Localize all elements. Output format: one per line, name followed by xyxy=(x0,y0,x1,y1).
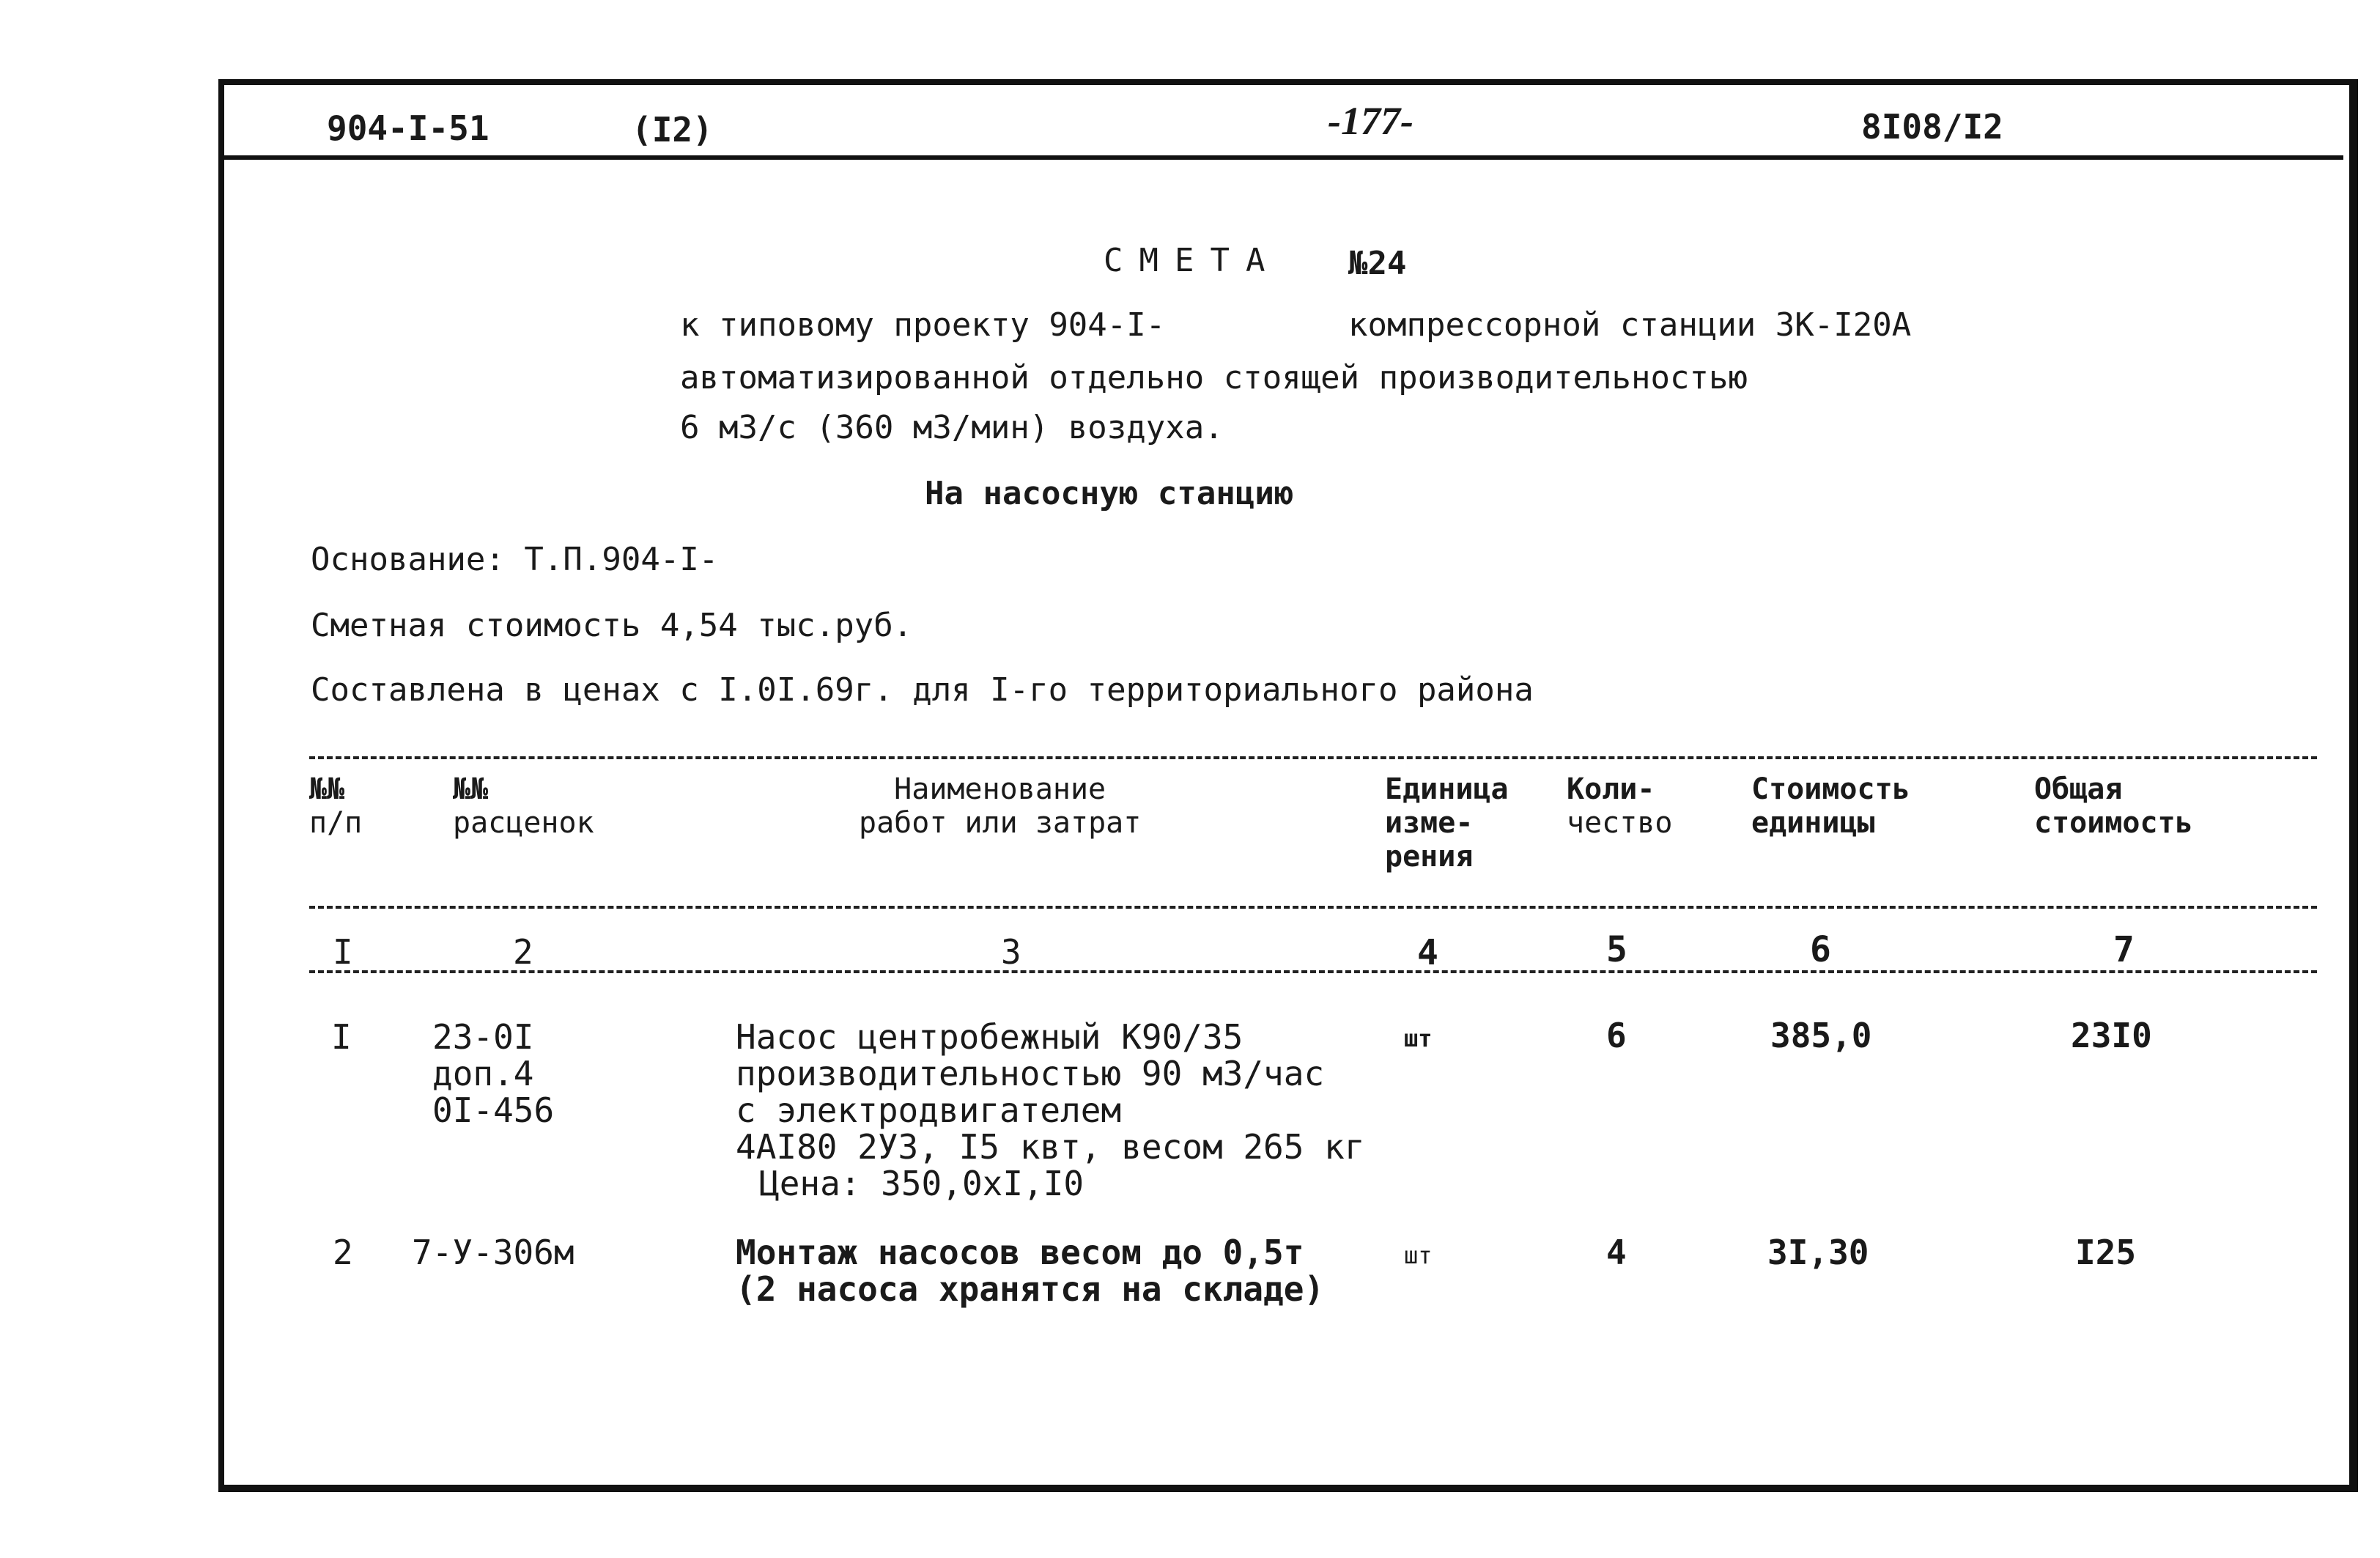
table-rule-numbers xyxy=(309,970,2317,973)
rate-code: 23-0I доп.4 0I-456 xyxy=(432,1017,555,1130)
quantity: 4 xyxy=(1606,1233,1627,1272)
unit: шт xyxy=(1404,1024,1433,1052)
page-number: -177- xyxy=(1328,99,1413,143)
item-description: Насос центробежный К90/35 производительностью 90 м3/час с электродвигателем 4АI80 2У3, I5 квт, весом 265 кг xyxy=(736,1017,1365,1167)
table-rule-top xyxy=(309,756,2317,759)
unit-cost: 385,0 xyxy=(1770,1016,1872,1055)
quantity: 6 xyxy=(1606,1016,1627,1055)
total-cost: I25 xyxy=(2075,1233,2137,1272)
col-header-2: №№ расценок xyxy=(453,772,594,840)
subject-line-1a: к типовому проекту 904-I- xyxy=(680,306,1166,344)
item-description: Монтаж насосов весом до 0,5т (2 насоса хранятся на складе) xyxy=(736,1233,1325,1309)
document-id: 8I08/I2 xyxy=(1861,107,2003,147)
row-number: 2 xyxy=(333,1233,353,1272)
col-number-1: I xyxy=(333,932,353,972)
subject-line-2: автоматизированной отдельно стоящей производительностью xyxy=(680,359,1748,396)
unit: шт xyxy=(1404,1241,1433,1269)
col-number-6: 6 xyxy=(1810,929,1831,970)
basis-line: Основание: Т.П.904-I- xyxy=(311,541,719,578)
subject-line-3: 6 м3/с (360 м3/мин) воздуха. xyxy=(680,409,1224,446)
document-number: №24 xyxy=(1348,245,1407,282)
col-header-5: Коли- чество xyxy=(1567,772,1673,840)
rate-code: 7-У-306м xyxy=(412,1233,574,1272)
unit-cost: 3I,30 xyxy=(1767,1233,1869,1272)
col-header-4: Единица изме- рения xyxy=(1385,772,1509,874)
part-number: (I2) xyxy=(632,110,713,149)
col-header-7: Общая стоимость xyxy=(2034,772,2193,840)
col-number-2: 2 xyxy=(513,932,533,972)
header-rule xyxy=(224,155,2343,160)
col-number-5: 5 xyxy=(1606,929,1627,970)
subject-line-4: На насосную станцию xyxy=(925,475,1294,512)
document-title: СМЕТА xyxy=(1104,242,1282,279)
table-rule-header xyxy=(309,906,2317,909)
price-note: Цена: 350,0хI,I0 xyxy=(759,1164,1084,1203)
subject-line-1b: компрессорной станции ЗК-I20А xyxy=(1348,306,1912,344)
total-cost: 23I0 xyxy=(2071,1016,2152,1055)
col-header-6: Стоимость единицы xyxy=(1751,772,1910,840)
estimated-cost-line: Сметная стоимость 4,54 тыс.руб. xyxy=(311,607,913,644)
col-number-4: 4 xyxy=(1417,932,1438,973)
prices-basis-line: Составлена в ценах с I.0I.69г. для I-го территориального района xyxy=(311,671,1534,709)
col-number-3: 3 xyxy=(1001,932,1021,972)
row-number: I xyxy=(331,1017,352,1057)
col-header-1: №№ п/п xyxy=(309,772,363,840)
project-code: 904-I-51 xyxy=(327,108,489,148)
col-number-7: 7 xyxy=(2113,929,2135,970)
col-header-3: Наименование работ или затрат xyxy=(859,772,1142,840)
